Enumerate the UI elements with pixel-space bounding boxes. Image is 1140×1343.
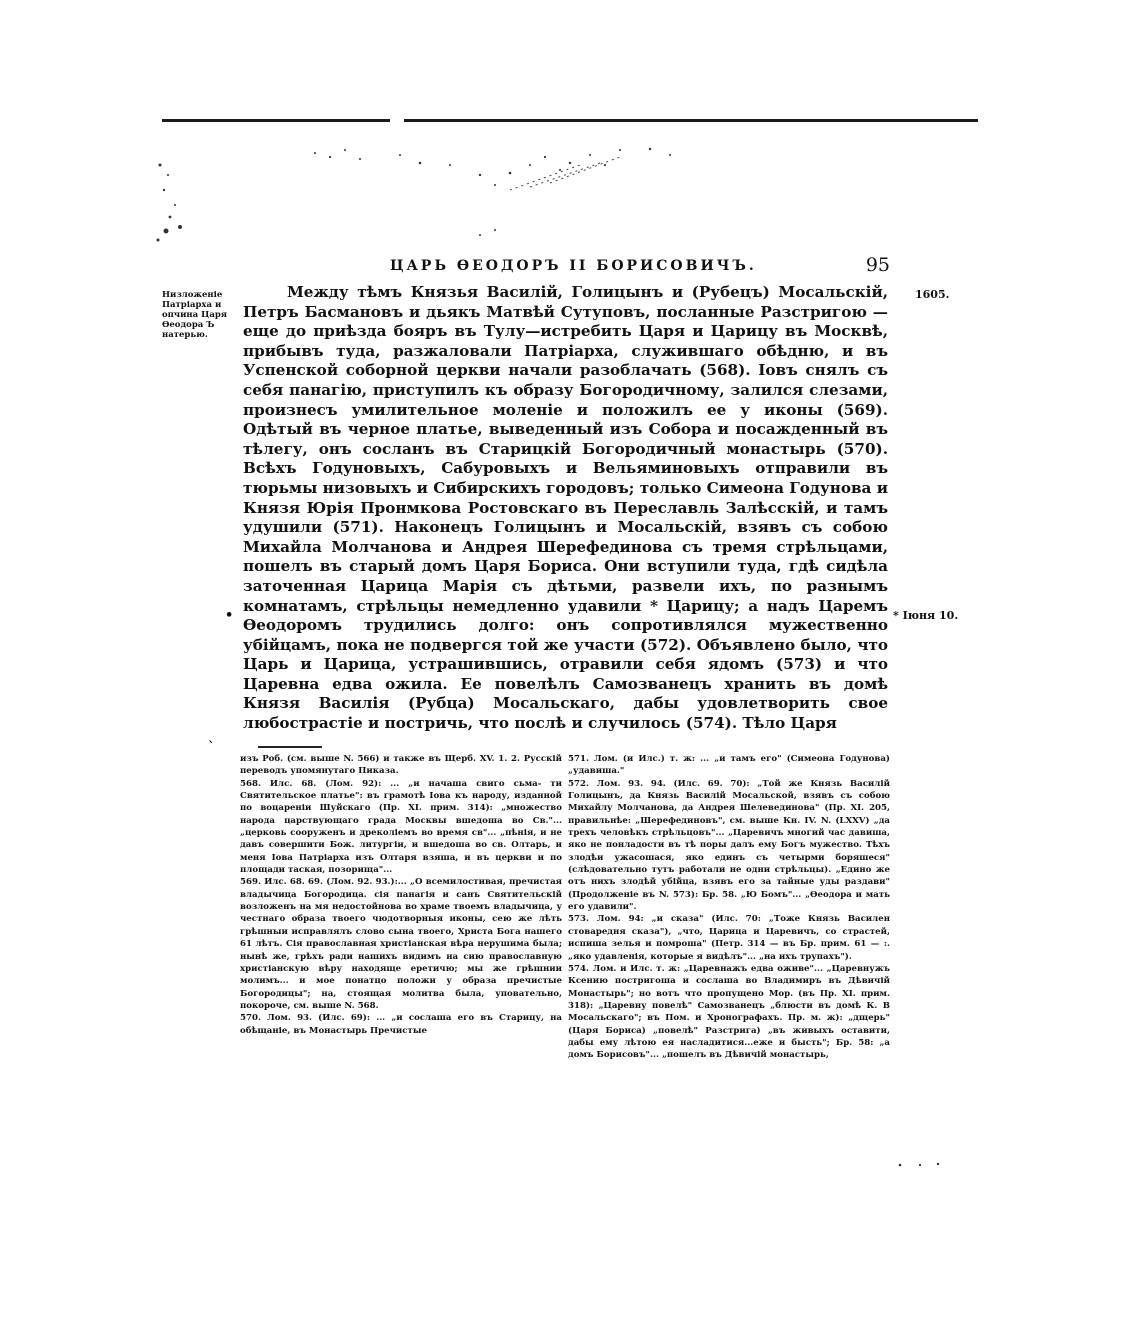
footnote: 569. Илс. 68. 69. (Лом. 92. 93.):... „О всемилостивая, пречистая владычица Богородица. сія панагія и санъ Святительскій возложенъ на мя недостойнова во храме твоемъ владычица, у честнаго образа твоего чюдотворныя иконы, сею же лѣть грѣшныи исправлялъ слово сына твоего, Христа Бога нашего 61 лѣтъ. Сія православная христіанская вѣра нерушима была; нынѣ же, грѣхъ ради нашихъ видимъ на сию православную христіанскую вѣру находяще еретичю; мы же грѣшнии молимъ... и мое понатцо положи у образа пречистые Богородицы"; на, стоящая молитва была, уповательно, покороче, см. выше N. 568. [240,877,562,1011]
right-margin-date: * Іюня 10. [893,609,959,622]
footnotes-right [568,753,890,1062]
right-margin-year: 1605. [915,288,950,301]
scan-noise [150,135,710,255]
footnotes-left [240,753,562,1037]
margin-tick: ` [208,740,215,755]
page-number: 95 [865,254,890,276]
header-title: ЦАРЬ ѲЕОДОРЪ II БОРИСОВИЧЪ. [390,258,757,274]
footnote: 573. Лом. 94: „и сказа" (Илс. 70: „Тоже Князь Василен стоваредня сказа"), „что, Царица и Царевичъ, со страстей, испиша зелья и помроша" (Петр. 314 — въ Бр. прим. 61 — :. „яко удавленія, которые я видѣлъ"... „на ихъ трупахъ"). [568,914,890,962]
footnote-rule [258,746,322,748]
left-margin-note: Низложеніе Патріарха и опчина Царя Ѳеодора Ъ натерью. [162,290,228,340]
footnote: 568. Илс. 68. (Лом. 92): ... „и начаша свиго сьма- ти Святительское платье": въ грамотѣ Іова къ народу, изданной по воцареніи Шуйскаго (Пр. XI. прим. 314): „множество народа царствующаго града Москвы вшедоша во Св."... „церковь сооруженъ и дреколіемъ во время св"... „пѣнія, и не давъ совершити Бож. литургіи, и вшедоша во св. Олтарь, и меня Іова Патріарха изъ Олтаря взяша, и въ церкви и по площади таская, позорища"... [240,778,562,876]
running-header [390,254,890,280]
scan-noise-right [890,1150,950,1180]
top-rule-left [162,119,390,122]
asterisk-mark: • [225,608,234,623]
footnote: 572. Лом. 93. 94. (Илс. 69. 70): „Той же Князь Василій Голицынъ, да Князь Василій Мосальской, взявъ съ собою Михайлу Молчанова, да Андрея Шелевединова" (Пр. XI. 205, правильнѣе: „Шерефединовъ", см. выше Кн. IV. N. (LXXV) „да трехъ человѣкъ стрѣльцовъ"... „Царевичъ многий час давиша, яко не понладости въ тѣ поры далъ ему Богъ мужество. Тѣхъ злодѣи ужасошася, яко единъ съ четырми боряшеся" (слѣдовательно тутъ работали не одни стрѣльцы). „Едино же отъ нихъ злодѣй убійца, взявъ его за тайные уды раздави" (Продолженіе въ N. 573): Бр. 58. „Ю Бомъ"... „Ѳеодора и мать его удавили". [568,778,890,913]
footnote: изъ Роб. (см. выше N. 566) и также въ Щерб. XV. 1. 2. Русскій переводъ упомянутаго Пиказа. [240,754,562,777]
footnote: 574. Лом. и Илс. т. ж: „Царевнажъ едва оживе"... „Царевнужъ Ксению постригоша и сослаша во Владимиръ въ Дѣвичій Монастырь"; но вотъ что пропущено Мор. (въ Пр. XI. прим. 318): „Царевну повелѣ" Самозванецъ „блюсти въ домѣ К. В Мосальскаго"; въ Пом. и Хронографахъ. Пр. м. ж): „дщерь" (Царя Бориса) „повелѣ" Разстрига) „въ живыхъ оставити, дабы ему лѣтою ея насладитися...еже и бысть"; Бр. 58: „а домъ Борисовъ"... „пошелъ въ Дѣвичій монастырь, [568,963,890,1061]
top-rule-right [404,119,978,122]
main-paragraph: Между тѣмъ Князья Василій, Голицынъ и (Рубецъ) Мосальскій, Петръ Басмановъ и дьякъ Матвѣй Сутуповъ, посланные Разстригою — еще до приѣзда бояръ въ Тулу—истребить Царя и Царицу въ Москвѣ, прибывъ туда, разжаловали Патріарха, служившаго обѣдню, и въ Успенской соборной церкви начали разоблачать (568). Іовъ снялъ съ себя панагію, приступилъ къ образу Богородичному, залился слезами, произнесъ умилительное моленіе и положилъ ее у иконы (569). Одѣтый въ черное платье, выведенный изъ Собора и посажденный въ тѣлегу, онъ сосланъ въ Старицкій Богородичный монастырь (570). Всѣхъ Годуновыхъ, Сабуровыхъ и Вельяминовыхъ отправили въ тюрьмы низовыхъ и Сибирскихъ городовъ; только Симеона Годунова и Князя Юрія Пронмкова Ростовскаго въ Переславль Залѣсскій, и тамъ удушили (571). Наконецъ Голицынъ и Мосальскій, взявъ съ собою Михайла Молчанова и Андрея Шерефединова съ тремя стрѣльцами, пошелъ въ старый домъ Царя Бориса. Они вступили туда, гдѣ сидѣла заточенная Царица Марія съ дѣтьми, развели ихъ, по разнымъ комнатамъ, стрѣльцы немедленно удавили * Царицу; а надъ Царемъ Ѳеодоромъ трудились долго: онъ сопротивлялся мужественно убійцамъ, пока не подвергся той же участи (572). Объявлено было, что Царь и Царица, устрашившись, отравили себя ядомъ (573) и что Царевна едва ожила. Ее повелѣлъ Самозванецъ хранить въ домѣ Князя Василія (Рубца) Мосальскаго, дабы удовлетворить свое любострастіе и постричь, что послѣ и случилось (574). Тѣло Царя [243,283,888,733]
main-text [243,283,888,734]
footnote: 570. Лом. 93. (Илс. 69): ... „и сослаша его въ Старицу, на обѣщаніе, въ Монастырь Пречистые [240,1013,562,1036]
footnote: 571. Лом. (и Илс.) т. ж: ... „и тамъ его" (Симеона Годунова) „удавиша." [568,754,890,777]
